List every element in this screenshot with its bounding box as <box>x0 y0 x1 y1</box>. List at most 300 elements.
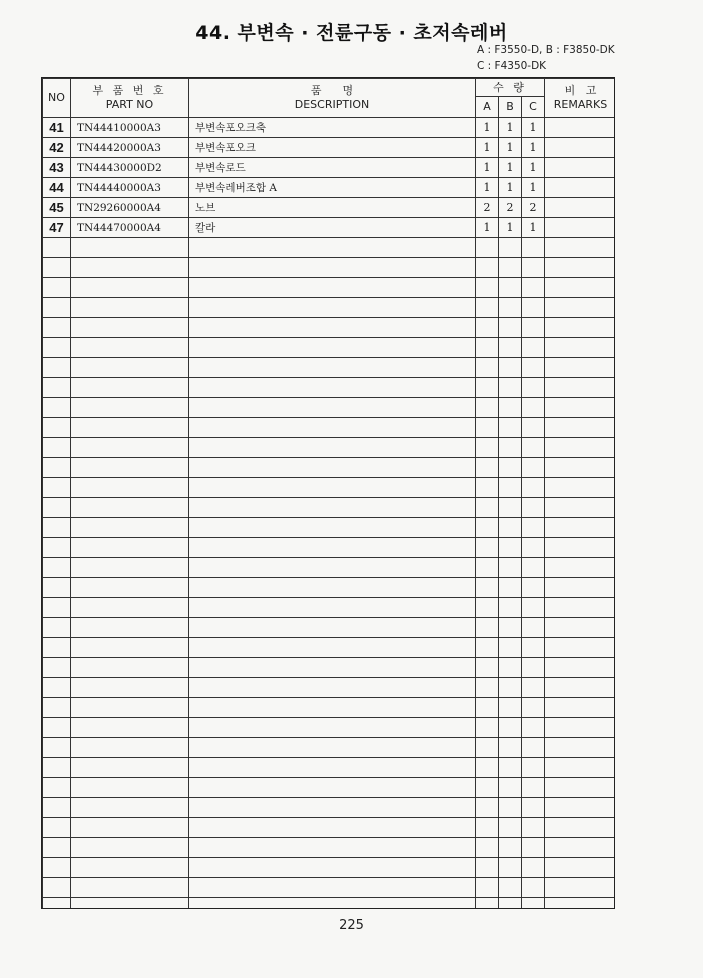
empty-cell <box>71 618 189 638</box>
table-row <box>43 218 616 238</box>
empty-cell <box>499 858 522 878</box>
header-qty-a: A <box>476 97 499 118</box>
empty-cell <box>476 578 499 598</box>
empty-cell <box>499 398 522 418</box>
header-description-en: DESCRIPTION <box>294 98 370 111</box>
empty-cell <box>499 778 522 798</box>
empty-cell <box>189 458 476 478</box>
empty-cell <box>71 238 189 258</box>
empty-cell <box>476 778 499 798</box>
empty-cell <box>71 398 189 418</box>
empty-cell <box>476 298 499 318</box>
empty-cell <box>522 878 545 898</box>
empty-cell <box>71 798 189 818</box>
empty-cell <box>499 238 522 258</box>
empty-cell <box>522 658 545 678</box>
row-remarks <box>545 178 615 198</box>
empty-cell <box>189 378 476 398</box>
empty-cell <box>476 538 499 558</box>
empty-cell <box>476 798 499 818</box>
empty-cell <box>545 258 615 278</box>
empty-cell <box>43 718 71 738</box>
empty-table-row <box>43 838 616 858</box>
empty-cell <box>545 718 615 738</box>
empty-table-row <box>43 478 616 498</box>
parts-table-body <box>43 118 616 910</box>
empty-cell <box>499 378 522 398</box>
empty-cell <box>476 758 499 778</box>
empty-cell <box>476 238 499 258</box>
row-part-no: TN29260000A4 <box>71 198 189 218</box>
empty-cell <box>43 238 71 258</box>
empty-cell <box>476 438 499 458</box>
empty-cell <box>499 338 522 358</box>
model-legend <box>477 42 615 74</box>
empty-cell <box>476 378 499 398</box>
empty-cell <box>189 478 476 498</box>
empty-cell <box>43 558 71 578</box>
empty-cell <box>189 878 476 898</box>
empty-cell <box>545 878 615 898</box>
empty-table-row <box>43 778 616 798</box>
empty-cell <box>545 498 615 518</box>
empty-cell <box>476 638 499 658</box>
empty-cell <box>476 478 499 498</box>
empty-table-row <box>43 738 616 758</box>
row-description: 칼라 <box>189 218 476 238</box>
empty-table-row <box>43 278 616 298</box>
empty-cell <box>189 238 476 258</box>
empty-cell <box>476 738 499 758</box>
empty-cell <box>71 638 189 658</box>
row-qty-b: 2 <box>499 198 522 218</box>
header-description <box>189 79 476 118</box>
empty-cell <box>71 838 189 858</box>
empty-cell <box>476 718 499 738</box>
empty-cell <box>499 658 522 678</box>
empty-table-row <box>43 298 616 318</box>
empty-cell <box>71 898 189 910</box>
row-description: 부변속포오크 <box>189 138 476 158</box>
empty-cell <box>476 338 499 358</box>
empty-cell <box>189 678 476 698</box>
empty-cell <box>71 278 189 298</box>
row-no: 42 <box>43 138 71 158</box>
empty-cell <box>71 518 189 538</box>
empty-cell <box>71 758 189 778</box>
empty-table-row <box>43 418 616 438</box>
row-qty-a: 1 <box>476 158 499 178</box>
empty-cell <box>476 898 499 910</box>
empty-cell <box>522 758 545 778</box>
empty-cell <box>545 598 615 618</box>
empty-cell <box>43 478 71 498</box>
empty-cell <box>522 258 545 278</box>
empty-cell <box>189 518 476 538</box>
empty-table-row <box>43 758 616 778</box>
empty-table-row <box>43 538 616 558</box>
row-part-no: TN44430000D2 <box>71 158 189 178</box>
row-no: 43 <box>43 158 71 178</box>
empty-cell <box>71 418 189 438</box>
empty-cell <box>476 518 499 538</box>
header-remarks <box>545 79 615 118</box>
page-number: 225 <box>339 918 364 933</box>
empty-cell <box>71 338 189 358</box>
empty-cell <box>522 378 545 398</box>
row-remarks <box>545 118 615 138</box>
empty-cell <box>499 258 522 278</box>
empty-cell <box>545 678 615 698</box>
empty-cell <box>522 778 545 798</box>
row-description: 노브 <box>189 198 476 218</box>
empty-cell <box>545 838 615 858</box>
empty-cell <box>545 658 615 678</box>
row-remarks <box>545 198 615 218</box>
empty-cell <box>43 638 71 658</box>
empty-cell <box>189 718 476 738</box>
empty-cell <box>522 518 545 538</box>
empty-cell <box>545 778 615 798</box>
empty-cell <box>43 458 71 478</box>
empty-cell <box>522 358 545 378</box>
empty-table-row <box>43 438 616 458</box>
empty-cell <box>71 818 189 838</box>
empty-cell <box>71 358 189 378</box>
empty-cell <box>189 858 476 878</box>
header-part-no-en: PART NO <box>105 98 154 111</box>
empty-cell <box>43 418 71 438</box>
empty-cell <box>522 738 545 758</box>
empty-cell <box>43 758 71 778</box>
row-description: 부변속레버조합 A <box>189 178 476 198</box>
empty-table-row <box>43 898 616 910</box>
empty-table-row <box>43 818 616 838</box>
empty-table-row <box>43 238 616 258</box>
empty-cell <box>499 758 522 778</box>
empty-cell <box>545 758 615 778</box>
empty-cell <box>545 518 615 538</box>
empty-cell <box>522 538 545 558</box>
empty-cell <box>499 558 522 578</box>
empty-cell <box>522 718 545 738</box>
empty-cell <box>476 858 499 878</box>
empty-cell <box>43 338 71 358</box>
empty-cell <box>189 778 476 798</box>
empty-cell <box>43 538 71 558</box>
empty-cell <box>43 618 71 638</box>
empty-cell <box>522 438 545 458</box>
row-qty-b: 1 <box>499 218 522 238</box>
empty-table-row <box>43 338 616 358</box>
page-title: 44. 부변속 · 전륜구동 · 초저속레버 <box>195 22 508 44</box>
empty-cell <box>476 498 499 518</box>
empty-cell <box>545 538 615 558</box>
empty-cell <box>43 658 71 678</box>
row-qty-a: 1 <box>476 118 499 138</box>
empty-cell <box>545 338 615 358</box>
model-legend-line: C : F4350-DK <box>477 60 547 72</box>
empty-cell <box>189 358 476 378</box>
empty-cell <box>545 478 615 498</box>
empty-cell <box>476 318 499 338</box>
empty-cell <box>476 598 499 618</box>
empty-cell <box>499 458 522 478</box>
row-part-no: TN44470000A4 <box>71 218 189 238</box>
empty-cell <box>499 438 522 458</box>
empty-cell <box>43 518 71 538</box>
empty-cell <box>189 278 476 298</box>
empty-cell <box>189 798 476 818</box>
empty-table-row <box>43 518 616 538</box>
empty-cell <box>522 458 545 478</box>
empty-cell <box>499 418 522 438</box>
empty-cell <box>189 838 476 858</box>
empty-cell <box>545 418 615 438</box>
empty-cell <box>499 598 522 618</box>
empty-cell <box>545 558 615 578</box>
empty-cell <box>499 718 522 738</box>
empty-cell <box>189 598 476 618</box>
row-qty-c: 1 <box>522 218 545 238</box>
row-qty-b: 1 <box>499 138 522 158</box>
empty-cell <box>522 838 545 858</box>
empty-cell <box>522 298 545 318</box>
row-qty-c: 1 <box>522 178 545 198</box>
empty-cell <box>476 258 499 278</box>
empty-cell <box>476 878 499 898</box>
empty-cell <box>522 858 545 878</box>
empty-table-row <box>43 618 616 638</box>
empty-cell <box>43 798 71 818</box>
empty-cell <box>189 738 476 758</box>
empty-cell <box>522 618 545 638</box>
empty-cell <box>545 298 615 318</box>
empty-cell <box>476 278 499 298</box>
empty-cell <box>476 838 499 858</box>
empty-cell <box>499 738 522 758</box>
empty-cell <box>545 398 615 418</box>
empty-cell <box>43 678 71 698</box>
empty-cell <box>499 498 522 518</box>
empty-cell <box>71 778 189 798</box>
header-description-ko: 품 명 <box>310 84 354 97</box>
empty-cell <box>43 878 71 898</box>
empty-table-row <box>43 318 616 338</box>
empty-cell <box>522 318 545 338</box>
empty-cell <box>499 818 522 838</box>
empty-cell <box>71 578 189 598</box>
empty-cell <box>43 498 71 518</box>
empty-table-row <box>43 258 616 278</box>
empty-cell <box>499 838 522 858</box>
empty-cell <box>71 718 189 738</box>
empty-cell <box>43 578 71 598</box>
empty-cell <box>522 498 545 518</box>
model-legend-line: A : F3550-D, B : F3850-DK <box>477 44 615 56</box>
empty-cell <box>189 818 476 838</box>
row-no: 47 <box>43 218 71 238</box>
table-row <box>43 118 616 138</box>
empty-cell <box>499 678 522 698</box>
empty-cell <box>43 358 71 378</box>
empty-cell <box>43 278 71 298</box>
empty-cell <box>499 478 522 498</box>
empty-cell <box>189 318 476 338</box>
empty-cell <box>499 638 522 658</box>
row-qty-a: 1 <box>476 138 499 158</box>
empty-table-row <box>43 358 616 378</box>
parts-table <box>42 78 615 909</box>
empty-cell <box>71 478 189 498</box>
row-no: 44 <box>43 178 71 198</box>
empty-cell <box>499 538 522 558</box>
empty-cell <box>43 318 71 338</box>
empty-cell <box>189 638 476 658</box>
empty-cell <box>189 338 476 358</box>
empty-cell <box>522 898 545 910</box>
empty-cell <box>476 418 499 438</box>
empty-cell <box>545 318 615 338</box>
empty-table-row <box>43 378 616 398</box>
empty-cell <box>189 398 476 418</box>
row-qty-b: 1 <box>499 178 522 198</box>
empty-table-row <box>43 658 616 678</box>
row-no: 45 <box>43 198 71 218</box>
empty-cell <box>499 798 522 818</box>
header-qty-c: C <box>522 97 545 118</box>
empty-cell <box>71 318 189 338</box>
empty-cell <box>522 418 545 438</box>
empty-cell <box>522 698 545 718</box>
empty-cell <box>499 298 522 318</box>
empty-table-row <box>43 698 616 718</box>
empty-cell <box>43 598 71 618</box>
row-qty-c: 1 <box>522 138 545 158</box>
table-row <box>43 178 616 198</box>
empty-cell <box>71 378 189 398</box>
empty-cell <box>522 558 545 578</box>
empty-cell <box>43 378 71 398</box>
empty-table-row <box>43 638 616 658</box>
empty-cell <box>522 238 545 258</box>
empty-cell <box>71 458 189 478</box>
row-description: 부변속포오크축 <box>189 118 476 138</box>
empty-cell <box>522 278 545 298</box>
empty-cell <box>476 558 499 578</box>
empty-cell <box>522 818 545 838</box>
row-qty-a: 2 <box>476 198 499 218</box>
empty-cell <box>43 298 71 318</box>
empty-table-row <box>43 558 616 578</box>
row-part-no: TN44440000A3 <box>71 178 189 198</box>
row-remarks <box>545 138 615 158</box>
row-qty-c: 1 <box>522 158 545 178</box>
empty-table-row <box>43 678 616 698</box>
empty-cell <box>189 498 476 518</box>
empty-table-row <box>43 858 616 878</box>
header-part-no <box>71 79 189 118</box>
empty-cell <box>189 538 476 558</box>
empty-cell <box>71 298 189 318</box>
empty-cell <box>545 798 615 818</box>
empty-cell <box>43 698 71 718</box>
empty-cell <box>545 898 615 910</box>
empty-cell <box>545 578 615 598</box>
empty-cell <box>499 518 522 538</box>
empty-cell <box>476 658 499 678</box>
header-part-no-ko: 부 품 번 호 <box>92 84 167 97</box>
empty-cell <box>545 358 615 378</box>
table-row <box>43 158 616 178</box>
empty-cell <box>476 618 499 638</box>
empty-cell <box>545 378 615 398</box>
empty-cell <box>71 658 189 678</box>
header-no: NO <box>43 79 71 118</box>
row-qty-b: 1 <box>499 118 522 138</box>
header-remarks-ko: 비 고 <box>564 84 597 97</box>
empty-cell <box>476 698 499 718</box>
empty-cell <box>43 398 71 418</box>
empty-cell <box>476 398 499 418</box>
empty-cell <box>522 478 545 498</box>
empty-cell <box>43 438 71 458</box>
empty-cell <box>499 878 522 898</box>
empty-table-row <box>43 398 616 418</box>
row-qty-a: 1 <box>476 178 499 198</box>
empty-cell <box>522 338 545 358</box>
empty-cell <box>522 798 545 818</box>
empty-cell <box>545 698 615 718</box>
row-qty-a: 1 <box>476 218 499 238</box>
empty-cell <box>522 578 545 598</box>
empty-cell <box>499 358 522 378</box>
row-remarks <box>545 158 615 178</box>
empty-cell <box>545 818 615 838</box>
empty-cell <box>522 638 545 658</box>
empty-cell <box>189 698 476 718</box>
row-remarks <box>545 218 615 238</box>
empty-cell <box>189 898 476 910</box>
empty-cell <box>71 878 189 898</box>
empty-cell <box>476 458 499 478</box>
empty-cell <box>189 438 476 458</box>
empty-cell <box>476 818 499 838</box>
empty-cell <box>43 818 71 838</box>
table-row <box>43 198 616 218</box>
empty-cell <box>499 578 522 598</box>
header-remarks-en: REMARKS <box>553 98 608 111</box>
header-qty-b: B <box>499 97 522 118</box>
empty-cell <box>189 658 476 678</box>
empty-cell <box>43 778 71 798</box>
row-part-no: TN44410000A3 <box>71 118 189 138</box>
empty-cell <box>545 438 615 458</box>
empty-cell <box>499 698 522 718</box>
empty-cell <box>189 258 476 278</box>
empty-cell <box>522 398 545 418</box>
empty-cell <box>43 258 71 278</box>
empty-cell <box>476 678 499 698</box>
empty-cell <box>522 598 545 618</box>
empty-cell <box>71 498 189 518</box>
empty-cell <box>499 618 522 638</box>
row-qty-b: 1 <box>499 158 522 178</box>
empty-cell <box>189 558 476 578</box>
empty-cell <box>71 258 189 278</box>
empty-cell <box>43 898 71 910</box>
empty-cell <box>71 538 189 558</box>
